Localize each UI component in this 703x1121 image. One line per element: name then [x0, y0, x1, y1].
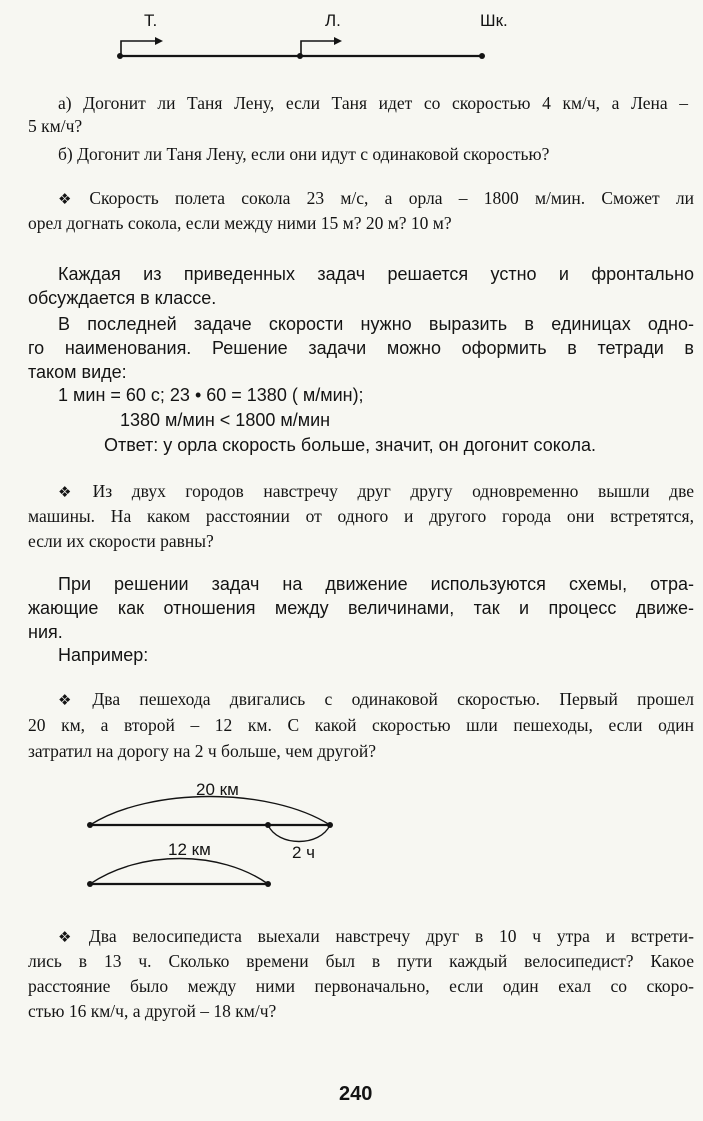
point-shk [479, 53, 485, 59]
task-cars-line1: ❖ Из двух городов навстречу друг другу одновременно вышли две [58, 481, 694, 501]
text-line: ния. [28, 622, 63, 642]
point-start-2 [87, 881, 93, 887]
calc-line-2: 1380 м/мин < 1800 м/мин [120, 410, 331, 430]
task-walkers-line3: затратил на дорогу на 2 ч больше, чем другой? [28, 741, 376, 761]
task-falcon-line2: орел догнать сокола, если между ними 15 м? 20 м? 10 м? [28, 213, 452, 233]
bullet-icon: ❖ [58, 691, 87, 709]
task-cyclists-line2: лись в 13 ч. Сколько времени был в пути каждый велосипедист? Какое [28, 951, 694, 971]
arc-12km [90, 859, 268, 885]
task-cars-line2: машины. На каком расстоянии от одного и другого города они встретятся, [28, 506, 694, 526]
text-line: го наименования. Решение задачи можно оформить в тетради в [28, 338, 694, 358]
task-falcon-line1: ❖ Скорость полета сокола 23 м/с, а орла – 1800 м/мин. Сможет ли [58, 188, 694, 208]
point-start-1 [87, 822, 93, 828]
text-line: обсуждается в классе. [28, 288, 217, 308]
task-cyclists-line1: ❖ Два велосипедиста выехали навстречу друг в 10 ч утра и встрети- [58, 926, 694, 946]
label-shk: Шк. [480, 11, 508, 30]
task-cyclists-line4: стью 16 км/ч, а другой – 18 км/ч? [28, 1001, 277, 1021]
point-mid [265, 822, 271, 828]
task-a-line2: 5 км/ч? [28, 116, 83, 136]
arrow-l-shaft [301, 41, 334, 56]
task-walkers-line1: ❖ Два пешехода двигались с одинаковой скоростью. Первый прошел [58, 689, 694, 709]
point-l [297, 53, 303, 59]
bullet-icon: ❖ [58, 483, 87, 501]
bullet-icon: ❖ [58, 190, 84, 208]
task-walkers-line2: 20 км, а второй – 12 км. С какой скоростью шли пешеходы, если один [28, 715, 694, 735]
calc-line-1: 1 мин = 60 с; 23 • 60 = 1380 ( м/мин); [58, 385, 364, 405]
arc-2h [268, 825, 330, 842]
text-line: Каждая из приведенных задач решается устно и фронтально [58, 264, 694, 284]
text-line: таком виде: [28, 362, 127, 382]
label-t: Т. [144, 11, 158, 30]
answer-line: Ответ: у орла скорость больше, значит, он догонит сокола. [104, 435, 596, 455]
task-a-line1: а) Догонит ли Таня Лену, если Таня идет со скоростью 4 км/ч, а Лена – [58, 93, 688, 113]
task-cyclists-line3: расстояние было между ними первоначально, если один ехал со скоро- [28, 976, 694, 996]
arrow-t-shaft [121, 41, 155, 56]
arrow-t-head [155, 37, 163, 45]
label-l: Л. [325, 11, 341, 30]
task-cars-line3: если их скорости равны? [28, 531, 214, 551]
point-t [117, 53, 123, 59]
arrow-l-head [334, 37, 342, 45]
label-2h: 2 ч [292, 843, 316, 862]
label-20km: 20 км [196, 780, 239, 799]
text-line: В последней задаче скорости нужно выразить в единицах одно- [58, 314, 694, 334]
bullet-icon: ❖ [58, 928, 83, 946]
point-end-2 [265, 881, 271, 887]
text-line: При решении задач на движение используются схемы, отра- [58, 574, 694, 594]
text-line: жающие как отношения между величинами, так и процесс движе- [28, 598, 694, 618]
text-line: Например: [58, 645, 149, 665]
point-end-1 [327, 822, 333, 828]
motion-diagram-1-svg [0, 0, 703, 80]
page-number: 240 [339, 1083, 373, 1105]
arc-20km [90, 797, 330, 826]
label-12km: 12 км [168, 840, 211, 859]
task-b-line: б) Догонит ли Таня Лену, если они идут с одинаковой скоростью? [58, 144, 550, 164]
